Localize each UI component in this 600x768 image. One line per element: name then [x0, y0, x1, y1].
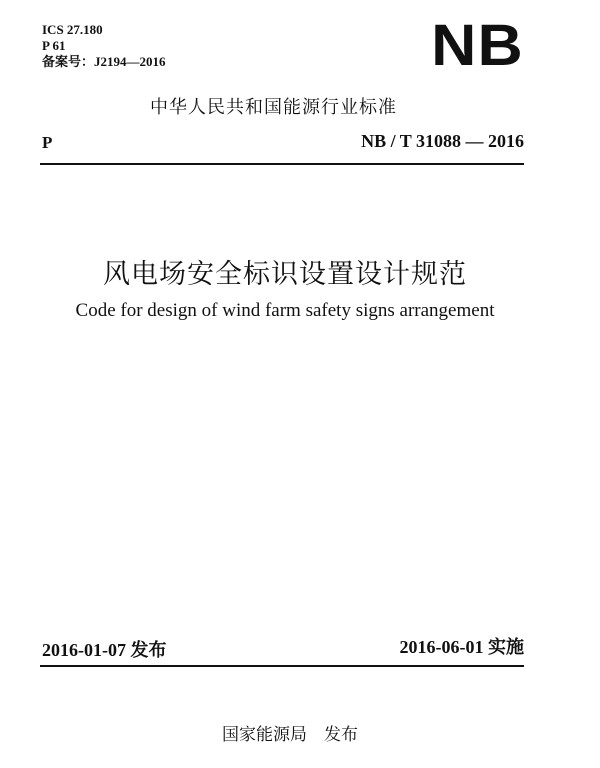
header-meta: [42, 22, 166, 70]
implementation-date: 2016-06-01 实施: [399, 637, 524, 657]
category-code: P 61: [42, 38, 66, 53]
standard-type-title: 中华人民共和国能源行业标准: [150, 97, 397, 118]
standard-number: NB / T 31088 — 2016: [361, 131, 524, 151]
bottom-divider: [40, 665, 524, 667]
publish-date: 2016-01-07 发布: [42, 640, 167, 660]
document-title-english: Code for design of wind farm safety signs arrangement: [75, 300, 495, 321]
standard-category: P: [42, 133, 53, 152]
top-divider: [40, 163, 524, 165]
issuing-authority: 国家能源局 发布: [222, 725, 358, 745]
record-number: 备案号：J2194—2016: [42, 54, 166, 69]
document-title-chinese: 风电场安全标识设置设计规范: [103, 259, 467, 290]
nb-logo: NB: [431, 13, 524, 78]
ics-code: ICS 27.180: [42, 22, 103, 37]
